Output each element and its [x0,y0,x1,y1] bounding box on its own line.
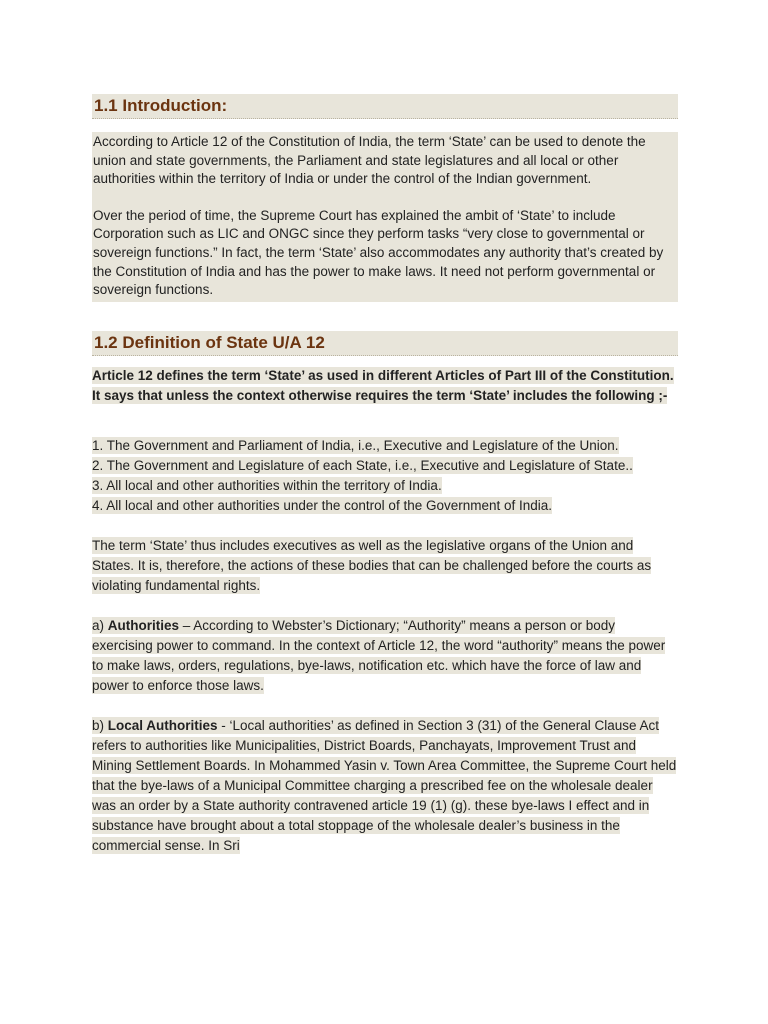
summary-text: The term ‘State’ thus includes executives as well as the legislative organs of the Union and States. It is, therefore, the actions of these bodies that can be challenged before the courts as violating fundamental rights. [92,537,652,593]
section-heading-definition: 1.2 Definition of State U/A 12 [92,331,678,356]
introduction-paragraph-2: Over the period of time, the Supreme Court has explained the ambit of ‘State’ to include Corporation such as LIC and ONGC since they perform tasks “very close to governmental or sovereign functions.” In fact, the term ‘State’ also accommodates any authority that’s created by the Constitution of India and has the power to make laws. It need not perform governmental or sovereign functions. [93,207,664,298]
summary-paragraph [92,536,678,596]
document-page [92,94,678,856]
state-inclusions-list [92,436,678,516]
section-heading-introduction: 1.1 Introduction: [92,94,678,119]
definition-intro-paragraph [92,366,678,406]
authorities-term: Authorities [107,617,180,633]
local-authorities-prefix: b) [92,717,108,733]
authorities-paragraph [92,616,678,696]
definition-intro-text: Article 12 defines the term ‘State’ as used in different Articles of Part III of the Constitution. It says that unless the context otherwise requires the term ‘State’ includes the following ;- [92,367,674,403]
local-authorities-text: - ‘Local authorities’ as defined in Section 3 (31) of the General Clause Act refers to authorities like Municipalities, District Boards, Panchayats, Improvement Trust and Mining Settlement Boards. In Mohammed Yasin v. Town Area Committee, the Supreme Court held that the bye-laws of a Municipal Committee charging a prescribed fee on the wholesale dealer was an order by a State authority contravened article 19 (1) (g). these bye-laws I effect and in substance have brought about a total stoppage of the wholesale dealer’s business in the commercial sense. In Sri [92,717,677,853]
introduction-paragraph-1: According to Article 12 of the Constitution of India, the term ‘State’ can be used to denote the union and state governments, the Parliament and state legislatures and all local or other authorities within the territory of India or under the control of the Indian government. [93,134,646,187]
authorities-text: – According to Webster’s Dictionary; “Authority” means a person or body exercising power to command. In the context of Article 12, the word “authority” means the power to make laws, orders, regulations, bye-laws, notification etc. which have the force of law and power to enforce those laws. [92,617,666,693]
list-item: 3. All local and other authorities within the territory of India. [92,477,442,493]
list-item: 2. The Government and Legislature of each State, i.e., Executive and Legislature of State.. [92,457,633,473]
local-authorities-term: Local Authorities [107,717,218,733]
authorities-prefix: a) [92,617,108,633]
list-item: 1. The Government and Parliament of India, i.e., Executive and Legislature of the Union. [92,437,619,453]
introduction-block [92,132,678,302]
list-item: 4. All local and other authorities under the control of the Government of India. [92,497,553,513]
local-authorities-paragraph [92,716,678,856]
